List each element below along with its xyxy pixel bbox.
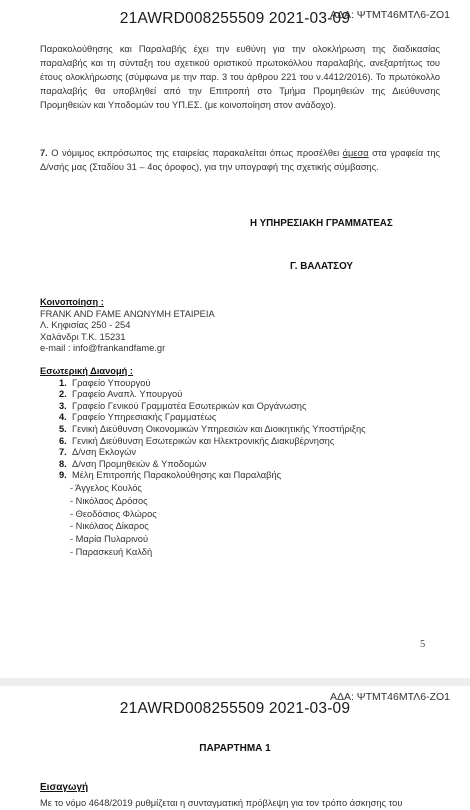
list-item-text: Δ/νση Προμηθειών & Υποδομών <box>72 458 207 469</box>
paragraph-7-text-b: στα γραφεία της Δ/νσής μας (Σταδίου 31 – 4ος όροφος), για την υπογραφή της σχετικής σύμβασης. <box>40 148 440 172</box>
recipient-email: e-mail : info@frankandfame.gr <box>40 343 166 354</box>
committee-member: - Άγγελος Κουλός <box>70 482 142 493</box>
list-item-number: 3. <box>59 400 67 411</box>
list-item-text: Γραφείο Υπουργού <box>72 377 151 388</box>
document-page-2 <box>0 686 470 810</box>
list-item <box>40 470 366 482</box>
list-item-text: Δ/νση Εκλογών <box>72 447 137 458</box>
committee-member: - Θεοδόσιος Φλώρος <box>70 508 157 519</box>
list-item <box>40 424 366 436</box>
committee-member: - Μαρία Πυλαρινού <box>70 534 149 545</box>
page-number: 5 <box>420 639 426 650</box>
koinopoiisi-heading: Κοινοποίηση : <box>40 297 104 307</box>
document-id: 21AWRD008255509 2021-03-09 <box>119 10 351 27</box>
list-item-number: 6. <box>59 435 67 446</box>
list-item-number: 2. <box>59 389 67 400</box>
list-item <box>40 412 366 424</box>
list-item <box>40 459 366 471</box>
list-item <box>40 401 366 413</box>
intro-paragraph: Με το νόμο 4648/2019 ρυθμίζεται η συνταγματική πρόβλεψη για τον τρόπο άσκησης του <box>40 798 403 808</box>
list-item-text: Μέλη Επιτροπής Παρακολούθησης και Παραλαβής <box>72 470 282 481</box>
paragraph-7 <box>40 146 440 174</box>
list-item-number: 1. <box>59 377 67 388</box>
committee-member: - Νικόλαος Δρόσος <box>70 495 148 506</box>
paragraph-7-number: 7. <box>40 148 48 158</box>
paragraph-7-text-a: Ο νόμιμος εκπρόσωπος της εταιρείας παρακαλείται όπως προσέλθει <box>47 148 343 158</box>
list-item-text: Γραφείο Γενικού Γραμματέα Εσωτερικών και Οργάνωσης <box>72 400 307 411</box>
list-item <box>40 389 366 401</box>
list-item-number: 7. <box>59 447 67 458</box>
list-item <box>40 447 366 459</box>
list-item-number: 8. <box>59 458 67 469</box>
page-separator <box>0 678 470 686</box>
signature-name: Γ. ΒΑΛΑΤΣΟΥ <box>290 261 353 272</box>
ada-code: ΑΔΑ: ΨΤΜΤ46ΜΤΛ6-ΖΟ1 <box>329 9 450 21</box>
signature-title: Η ΥΠΗΡΕΣΙΑΚΗ ΓΡΑΜΜΑΤΕΑΣ <box>250 218 393 229</box>
internal-distribution-heading: Εσωτερική Διανομή : <box>40 366 134 376</box>
ada-code: ΑΔΑ: ΨΤΜΤ46ΜΤΛ6-ΖΟ1 <box>329 691 450 703</box>
document-id: 21AWRD008255509 2021-03-09 <box>119 700 351 717</box>
paragraph-receipt-protocol: Παρακολούθησης και Παραλαβής έχει την ευθύνη για την ολοκλήρωση της διαδικασίας παραλαβής και τη σύνταξη του σχετικού οριστικού πρωτοκόλλου παραλαβής, ανεξαρτήτως του έτους ολοκλήρωσης (σύμφωνα με την παρ. 3 του άρθρου 221 του ν.4412/2016). Το πρωτόκολλο παραλαβής θα υποβληθεί από την Επιτροπή στο Τμήμα Προμηθειών της Διεύθυνσης Προμηθειών και Υποδομών του ΥΠ.ΕΣ. (με κοινοποίηση στον ανάδοχο). <box>40 44 440 110</box>
recipient-line: FRANK AND FAME ΑΝΩΝΥΜΗ ΕΤΑΙΡΕΙΑ <box>40 308 215 319</box>
koinopoiisi-section <box>40 297 215 355</box>
distribution-list <box>40 378 366 482</box>
paragraph-7-emphasis: άμεσα <box>342 148 369 158</box>
intro-heading: Εισαγωγή <box>40 782 89 793</box>
list-item-text: Γραφείο Υπηρεσιακής Γραμματέως <box>72 412 217 423</box>
recipient-line: Λ. Κηφισίας 250 - 254 <box>40 320 131 331</box>
list-item-text: Γενική Διεύθυνση Οικονομικών Υπηρεσιών και Διοικητικής Υποστήριξης <box>72 423 366 434</box>
committee-members-list <box>40 482 366 559</box>
list-item-number: 5. <box>59 423 67 434</box>
list-item <box>40 378 366 390</box>
list-item-number: 4. <box>59 412 67 423</box>
annex-title: ΠΑΡΑΡΤΗΜΑ 1 <box>199 743 271 754</box>
committee-member: - Νικόλαος Δίκαρος <box>70 521 149 532</box>
internal-distribution-section <box>40 366 366 559</box>
list-item-number: 9. <box>59 470 67 481</box>
list-item-text: Γενική Διεύθυνση Εσωτερικών και Ηλεκτρονικής Διακυβέρνησης <box>72 435 335 446</box>
recipient-line: Χαλάνδρι Τ.Κ. 15231 <box>40 331 126 342</box>
committee-member: - Παρασκευή Καλδή <box>70 546 153 557</box>
list-item <box>40 436 366 448</box>
list-item-text: Γραφείο Αναπλ. Υπουργού <box>72 389 183 400</box>
